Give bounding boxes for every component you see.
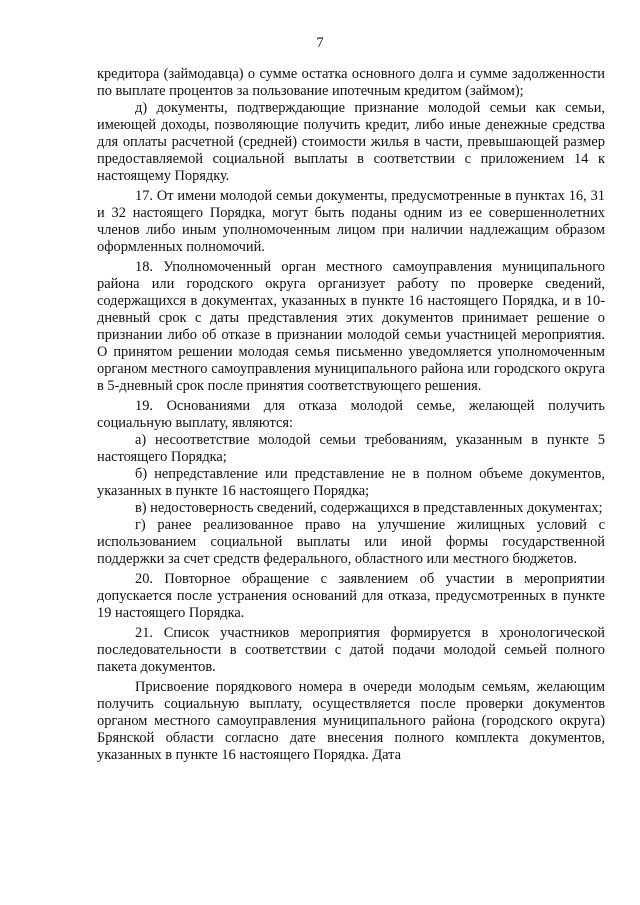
page-number: 7 <box>316 35 324 51</box>
paragraph-clause-21: 21. Список участников мероприятия формируется в хронологической последовательности в соответствии с датой подачи молодой семьей полного пакета документов. <box>97 625 605 675</box>
paragraph-continuation: кредитора (займодавца) о сумме остатка основного долга и сумме задолженности по выплате процентов за пользование ипотечным кредитом (займом); <box>97 66 605 99</box>
paragraph-clause-19-v: в) недостоверность сведений, содержащихся в представленных документах; <box>135 500 603 516</box>
paragraph-clause-17: 17. От имени молодой семьи документы, предусмотренные в пунктах 16, 31 и 32 настоящего Порядка, могут быть поданы одним из ее совершеннолетних членов либо иным уполномоченным лицом при наличии надлежащим образом оформленных полномочий. <box>97 188 605 255</box>
paragraph-clause-20: 20. Повторное обращение с заявлением об участии в мероприятии допускается после устранения оснований для отказа, предусмотренных в пункте 19 настоящего Порядка. <box>97 571 605 621</box>
paragraph-clause-18: 18. Уполномоченный орган местного самоуправления муниципального района или городского округа организует работу по проверке сведений, содержащихся в документах, указанных в пункте 16 настоящего Порядка, и в 10-дневный срок с даты представления этих документов принимает решение о признании либо об отказе в признании молодой семьи участницей мероприятия. О принятом решении молодая семья письменно уведомляется уполномоченным органом местного самоуправления муниципального района или городского округа в 5-дневный срок после принятия соответствующего решения. <box>97 259 605 394</box>
document-body <box>97 66 605 764</box>
paragraph-clause-19-g: г) ранее реализованное право на улучшение жилищных условий с использованием социальной выплаты или иной формы государственной поддержки за счет средств федерального, областного или местного бюджетов. <box>97 517 605 567</box>
paragraph-clause-16-d: д) документы, подтверждающие признание молодой семьи как семьи, имеющей доходы, позволяющие получить кредит, либо иные денежные средства для оплаты расчетной (средней) стоимости жилья в части, превышающей размер предоставляемой социальной выплаты в соответствии с приложением 14 к настоящему Порядку. <box>97 100 605 184</box>
paragraph-clause-19-b: б) непредставление или представление не в полном объеме документов, указанных в пункте 16 настоящего Порядка; <box>97 466 605 499</box>
paragraph-clause-19: 19. Основаниями для отказа молодой семье, желающей получить социальную выплату, являются: <box>97 398 605 431</box>
paragraph-clause-21-b: Присвоение порядкового номера в очереди молодым семьям, желающим получить социальную выплату, осуществляется после проверки документов органом местного самоуправления муниципального района (городского округа) Брянской области согласно дате внесения полного комплекта документов, указанных в пункте 16 настоящего Порядка. Дата <box>97 679 605 763</box>
paragraph-clause-19-a: а) несоответствие молодой семьи требованиям, указанным в пункте 5 настоящего Порядка; <box>97 432 605 465</box>
